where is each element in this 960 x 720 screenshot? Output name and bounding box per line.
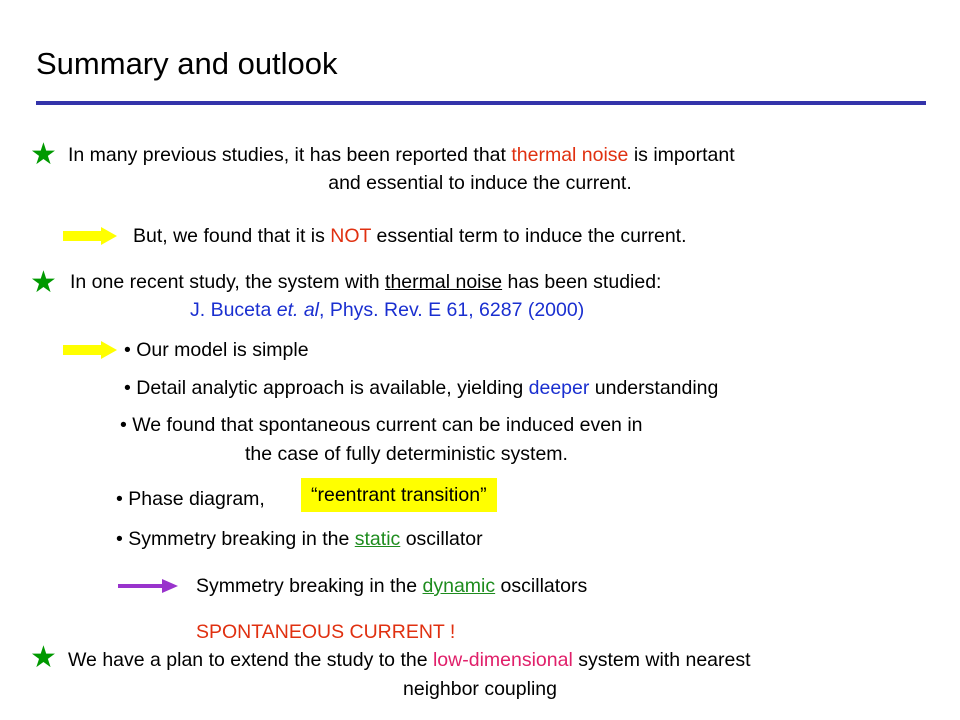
arrow-right-icon — [63, 341, 117, 359]
point3-highlight: low-dimensional — [432, 649, 573, 671]
star-icon: ★ — [30, 138, 57, 171]
bullet-phase — [116, 487, 265, 511]
bullet-spontaneous-line2: the case of fully deterministic system. — [245, 443, 568, 465]
bullet-simple: • Our model is simple — [124, 339, 309, 361]
point3-text: We have a plan to extend the study to the — [68, 649, 433, 671]
reentrant-highlight — [301, 483, 497, 507]
star-icon: ★ — [30, 266, 57, 299]
point1-text-end: is important — [628, 144, 735, 166]
point1-highlight: thermal noise — [511, 144, 629, 166]
point1-line1 — [68, 143, 735, 167]
arrow-right-icon — [118, 577, 178, 595]
dynamic-highlight: dynamic — [422, 575, 496, 597]
bullet-spontaneous-line1: • We found that spontaneous current can be induced even in — [120, 414, 643, 436]
reference-etal: et. al — [276, 299, 319, 321]
point2-underlined: thermal noise — [385, 271, 503, 293]
point1-text: In many previous studies, it has been reported that — [68, 144, 512, 166]
point2-text: In one recent study, the system with — [70, 271, 386, 293]
dynamic-line — [196, 574, 587, 598]
bullet-symmetry-highlight: static — [354, 528, 401, 550]
reference-journal: , Phys. Rev. E 61, 6287 (2000) — [319, 299, 585, 321]
finding-line — [133, 224, 687, 248]
page-title: Summary and outlook — [36, 46, 338, 81]
bullet-analytic-text: • Detail analytic approach is available, yielding — [124, 377, 529, 399]
bullet-symmetry-end: oscillator — [400, 528, 483, 550]
finding-text: But, we found that it is — [133, 225, 331, 247]
dynamic-text: Symmetry breaking in the — [196, 575, 423, 597]
bullet-analytic-highlight: deeper — [528, 377, 590, 399]
point3-text-end: system with nearest — [572, 649, 751, 671]
arrow-right-icon — [63, 227, 117, 245]
reentrant-highlight-text: “reentrant transition” — [301, 478, 497, 512]
finding-text-end: essential term to induce the current. — [371, 225, 687, 247]
reference-authors: J. Buceta — [190, 299, 277, 321]
reference-citation — [190, 298, 584, 322]
spontaneous-current-label: SPONTANEOUS CURRENT ! — [196, 621, 456, 643]
bullet-phase-text: • Phase diagram, — [116, 488, 265, 510]
point2-line1 — [70, 270, 661, 294]
point3-line1 — [68, 648, 751, 672]
title-underline — [36, 101, 926, 105]
star-icon: ★ — [30, 641, 57, 674]
point1-line2: and essential to induce the current. — [328, 172, 632, 194]
point3-line2: neighbor coupling — [403, 678, 557, 700]
bullet-symmetry-text: • Symmetry breaking in the — [116, 528, 355, 550]
point2-text-end: has been studied: — [502, 271, 662, 293]
bullet-analytic-end: understanding — [589, 377, 719, 399]
bullet-analytic — [124, 376, 718, 400]
finding-highlight: NOT — [330, 225, 372, 247]
dynamic-text-end: oscillators — [495, 575, 588, 597]
bullet-symmetry — [116, 527, 483, 551]
